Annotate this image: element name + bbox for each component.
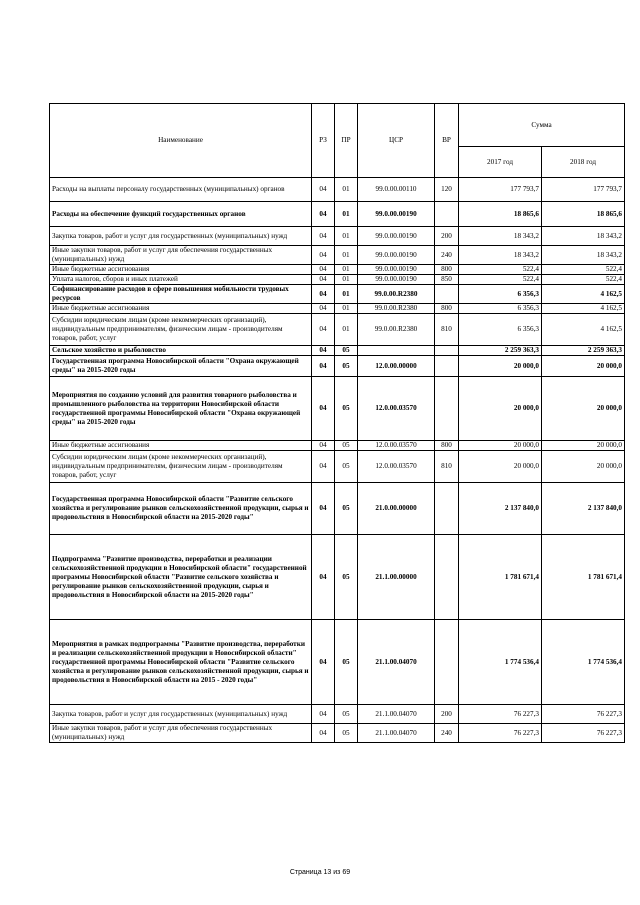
- row-name: Расходы на обеспечение функций государственных органов: [50, 202, 312, 227]
- row-rz: 04: [312, 705, 335, 724]
- header-rz: РЗ: [312, 104, 335, 178]
- table-row: [50, 227, 625, 246]
- row-rz: 04: [312, 535, 335, 620]
- row-csr: 12.0.00.00000: [358, 356, 435, 377]
- row-pr: 05: [335, 451, 358, 483]
- row-sum-2018: 76 227,3: [542, 705, 625, 724]
- row-sum-2017: 20 000,0: [459, 441, 542, 451]
- row-pr: 05: [335, 483, 358, 535]
- row-vr: 200: [435, 705, 459, 724]
- row-sum-2018: 522,4: [542, 265, 625, 275]
- row-rz: 04: [312, 377, 335, 441]
- row-csr: 99.0.00.00190: [358, 265, 435, 275]
- table-row: [50, 202, 625, 227]
- row-pr: 01: [335, 246, 358, 265]
- row-csr: 21.1.00.04070: [358, 705, 435, 724]
- row-name: Иные закупки товаров, работ и услуг для обеспечения государственных (муниципальных) нужд: [50, 724, 312, 743]
- row-vr: 200: [435, 227, 459, 246]
- row-sum-2017: 6 356,3: [459, 314, 542, 346]
- row-name: Субсидии юридическим лицам (кроме некоммерческих организаций), индивидуальным предпринимателям, физическим лицам - производителям товаров, работ, услуг: [50, 451, 312, 483]
- row-rz: 04: [312, 724, 335, 743]
- row-pr: 05: [335, 346, 358, 356]
- header-year-2017: 2017 год: [459, 147, 542, 178]
- row-name: Государственная программа Новосибирской области "Развитие сельского хозяйства и регулирование рынков сельскохозяйственной продукции, сырья и продовольствия в Новосибирской области на 2015-2020 годы": [50, 483, 312, 535]
- row-vr: 800: [435, 304, 459, 314]
- row-rz: 04: [312, 265, 335, 275]
- table-row: [50, 620, 625, 705]
- row-sum-2018: 76 227,3: [542, 724, 625, 743]
- row-csr: 99.0.00.00190: [358, 202, 435, 227]
- row-sum-2017: 18 865,6: [459, 202, 542, 227]
- row-vr: 800: [435, 441, 459, 451]
- row-name: Закупка товаров, работ и услуг для государственных (муниципальных) нужд: [50, 227, 312, 246]
- row-sum-2017: 177 793,7: [459, 178, 542, 202]
- row-csr: 12.0.00.03570: [358, 451, 435, 483]
- row-vr: [435, 377, 459, 441]
- row-sum-2018: 18 343,2: [542, 227, 625, 246]
- row-pr: 01: [335, 265, 358, 275]
- row-rz: 04: [312, 483, 335, 535]
- row-pr: 05: [335, 377, 358, 441]
- row-vr: 240: [435, 246, 459, 265]
- row-vr: [435, 285, 459, 304]
- row-sum-2017: 20 000,0: [459, 451, 542, 483]
- row-name: Иные бюджетные ассигнования: [50, 304, 312, 314]
- row-vr: [435, 535, 459, 620]
- header-pr: ПР: [335, 104, 358, 178]
- row-rz: 04: [312, 202, 335, 227]
- row-rz: 04: [312, 178, 335, 202]
- row-sum-2018: 2 137 840,0: [542, 483, 625, 535]
- row-name: Государственная программа Новосибирской области "Охрана окружающей среды" на 2015-2020 годы: [50, 356, 312, 377]
- row-vr: 120: [435, 178, 459, 202]
- row-sum-2017: 20 000,0: [459, 377, 542, 441]
- row-sum-2017: 2 259 363,3: [459, 346, 542, 356]
- row-csr: 21.1.00.00000: [358, 535, 435, 620]
- row-sum-2018: 18 865,6: [542, 202, 625, 227]
- row-name: Субсидии юридическим лицам (кроме некоммерческих организаций), индивидуальным предпринимателям, физическим лицам - производителям товаров, работ, услуг: [50, 314, 312, 346]
- row-sum-2017: 522,4: [459, 265, 542, 275]
- table-row: [50, 304, 625, 314]
- row-sum-2018: 4 162,5: [542, 285, 625, 304]
- row-rz: 04: [312, 314, 335, 346]
- row-csr: 99.0.00.R2380: [358, 304, 435, 314]
- table-row: [50, 265, 625, 275]
- header-vr: ВР: [435, 104, 459, 178]
- row-name: Уплата налогов, сборов и иных платежей: [50, 275, 312, 285]
- row-sum-2018: 177 793,7: [542, 178, 625, 202]
- row-sum-2017: 1 781 671,4: [459, 535, 542, 620]
- row-sum-2017: 6 356,3: [459, 285, 542, 304]
- row-pr: 01: [335, 178, 358, 202]
- header-sum: Сумма: [459, 104, 625, 147]
- row-pr: 01: [335, 275, 358, 285]
- table-row: [50, 441, 625, 451]
- row-csr: 12.0.00.03570: [358, 377, 435, 441]
- row-name: Иные бюджетные ассигнования: [50, 265, 312, 275]
- row-pr: 05: [335, 705, 358, 724]
- row-csr: 21.0.00.00000: [358, 483, 435, 535]
- row-csr: 12.0.00.03570: [358, 441, 435, 451]
- row-vr: 240: [435, 724, 459, 743]
- row-pr: 01: [335, 202, 358, 227]
- table-row: [50, 377, 625, 441]
- row-sum-2017: 18 343,2: [459, 227, 542, 246]
- row-sum-2018: 4 162,5: [542, 304, 625, 314]
- table-row: [50, 705, 625, 724]
- row-vr: 810: [435, 314, 459, 346]
- row-vr: [435, 346, 459, 356]
- row-vr: 800: [435, 265, 459, 275]
- row-vr: 810: [435, 451, 459, 483]
- row-pr: 05: [335, 356, 358, 377]
- row-name: Расходы на выплаты персоналу государственных (муниципальных) органов: [50, 178, 312, 202]
- row-vr: [435, 620, 459, 705]
- row-pr: 01: [335, 285, 358, 304]
- table-row: [50, 483, 625, 535]
- header-name: Наименование: [50, 104, 312, 178]
- row-vr: [435, 356, 459, 377]
- row-csr: 99.0.00.R2380: [358, 285, 435, 304]
- table-row: [50, 275, 625, 285]
- row-vr: [435, 483, 459, 535]
- budget-table: [49, 103, 625, 743]
- row-sum-2018: 4 162,5: [542, 314, 625, 346]
- row-pr: 05: [335, 724, 358, 743]
- row-csr: 99.0.00.00190: [358, 246, 435, 265]
- row-sum-2018: 20 000,0: [542, 377, 625, 441]
- row-sum-2018: 1 781 671,4: [542, 535, 625, 620]
- row-rz: 04: [312, 346, 335, 356]
- row-rz: 04: [312, 356, 335, 377]
- row-sum-2017: 522,4: [459, 275, 542, 285]
- row-csr: 21.1.00.04070: [358, 724, 435, 743]
- row-pr: 05: [335, 535, 358, 620]
- table-row: [50, 285, 625, 304]
- page-number: Страница 13 из 69: [289, 869, 351, 876]
- row-name: Закупка товаров, работ и услуг для государственных (муниципальных) нужд: [50, 705, 312, 724]
- row-rz: 04: [312, 620, 335, 705]
- table-row: [50, 246, 625, 265]
- row-csr: 99.0.00.00190: [358, 275, 435, 285]
- row-sum-2017: 76 227,3: [459, 724, 542, 743]
- row-rz: 04: [312, 285, 335, 304]
- row-name: Мероприятия по созданию условий для развития товарного рыболовства и промышленного рыболовства на территории Новосибирской области государственной программы Новосибирской области "Охрана окружающей среды" на 2015-2020 годы: [50, 377, 312, 441]
- row-sum-2018: 20 000,0: [542, 356, 625, 377]
- row-sum-2018: 522,4: [542, 275, 625, 285]
- row-name: Сельское хозяйство и рыболовство: [50, 346, 312, 356]
- row-rz: 04: [312, 451, 335, 483]
- table-row: [50, 346, 625, 356]
- row-sum-2018: 18 343,2: [542, 246, 625, 265]
- row-sum-2017: 6 356,3: [459, 304, 542, 314]
- row-rz: 04: [312, 227, 335, 246]
- row-pr: 01: [335, 304, 358, 314]
- row-sum-2017: 2 137 840,0: [459, 483, 542, 535]
- row-name: Иные закупки товаров, работ и услуг для обеспечения государственных (муниципальных) нужд: [50, 246, 312, 265]
- table-row: [50, 535, 625, 620]
- row-name: Иные бюджетные ассигнования: [50, 441, 312, 451]
- row-vr: [435, 202, 459, 227]
- row-vr: 850: [435, 275, 459, 285]
- table-row: [50, 314, 625, 346]
- row-csr: 99.0.00.00110: [358, 178, 435, 202]
- header-csr: ЦСР: [358, 104, 435, 178]
- table-body: [50, 178, 625, 743]
- row-sum-2018: 1 774 536,4: [542, 620, 625, 705]
- row-name: Мероприятия в рамках подпрограммы "Развитие производства, переработки и реализации сельскохозяйственной продукции в Новосибирской области" государственной программы Новосибирской области "Развитие сельского хозяйства и регулирование рынков сельскохозяйственной продукции, сырья и продовольствия в Новосибирской области на 2015 - 2020 годы": [50, 620, 312, 705]
- row-name: Софинансирование расходов в сфере повышения мобильности трудовых ресурсов: [50, 285, 312, 304]
- row-sum-2018: 2 259 363,3: [542, 346, 625, 356]
- row-pr: 05: [335, 620, 358, 705]
- row-pr: 05: [335, 441, 358, 451]
- row-sum-2018: 20 000,0: [542, 451, 625, 483]
- table-row: [50, 356, 625, 377]
- row-rz: 04: [312, 304, 335, 314]
- row-sum-2017: 18 343,2: [459, 246, 542, 265]
- header-year-2018: 2018 год: [542, 147, 625, 178]
- row-rz: 04: [312, 441, 335, 451]
- row-pr: 01: [335, 227, 358, 246]
- row-name: Подпрограмма "Развитие производства, переработки и реализации сельскохозяйственной продукции в Новосибирской области" государственной программы Новосибирской области "Развитие сельского хозяйства и регулирование рынков сельскохозяйственной продукции, сырья и продовольствия в Новосибирской области на 2015-2020 годы": [50, 535, 312, 620]
- row-csr: [358, 346, 435, 356]
- table-row: [50, 724, 625, 743]
- row-pr: 01: [335, 314, 358, 346]
- row-csr: 21.1.00.04070: [358, 620, 435, 705]
- table-row: [50, 178, 625, 202]
- table-row: [50, 451, 625, 483]
- row-rz: 04: [312, 275, 335, 285]
- row-csr: 99.0.00.00190: [358, 227, 435, 246]
- row-csr: 99.0.00.R2380: [358, 314, 435, 346]
- row-sum-2018: 20 000,0: [542, 441, 625, 451]
- row-sum-2017: 20 000,0: [459, 356, 542, 377]
- row-sum-2017: 1 774 536,4: [459, 620, 542, 705]
- row-sum-2017: 76 227,3: [459, 705, 542, 724]
- row-rz: 04: [312, 246, 335, 265]
